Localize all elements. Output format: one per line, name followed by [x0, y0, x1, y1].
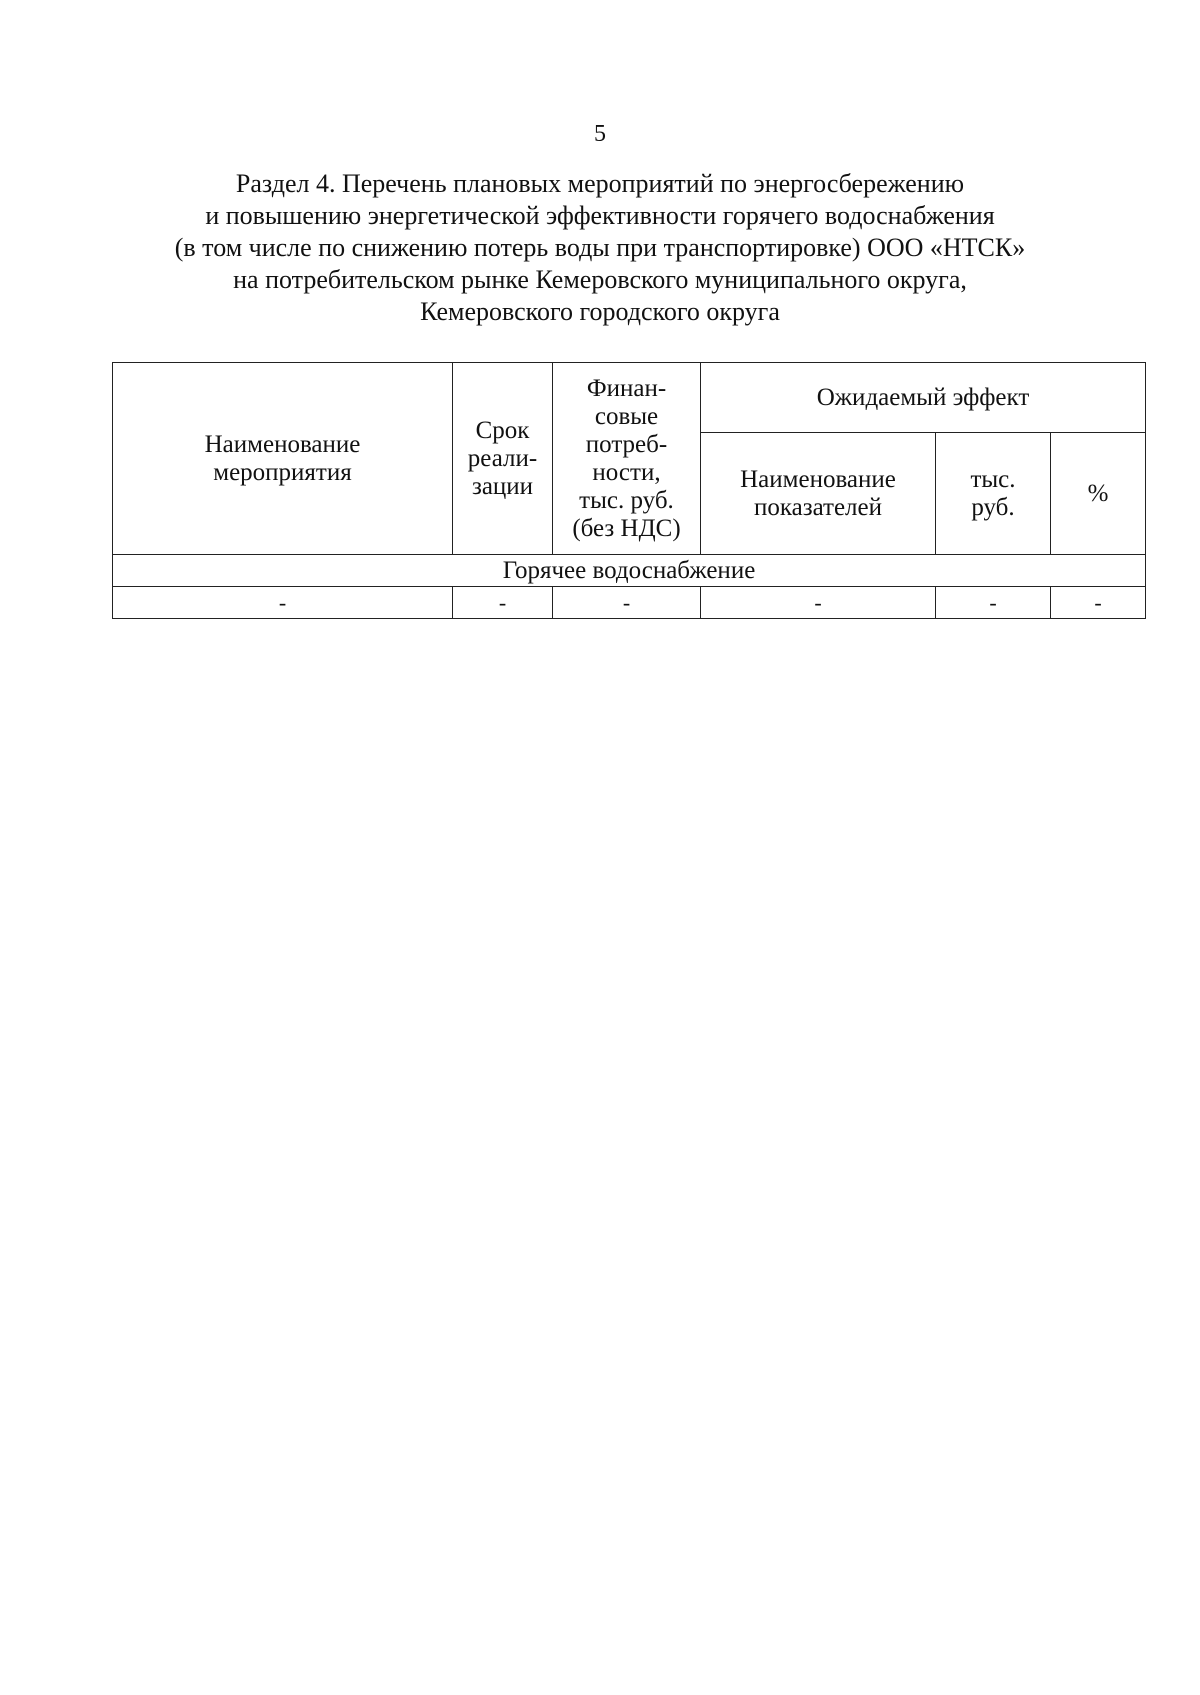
header-finance [553, 363, 701, 555]
header-thousand-line: тыс. [970, 465, 1016, 493]
table-cell: - [701, 587, 936, 619]
header-measure-name-line: мероприятия [213, 458, 352, 486]
header-finance-line: Финан- [586, 374, 667, 402]
header-indicator-name [701, 433, 936, 555]
title-line: на потребительском рынке Кемеровского муниципального округа, [233, 265, 967, 294]
group-label: Горячее водоснабжение [113, 555, 1146, 587]
title-line: Раздел 4. Перечень плановых мероприятий по энергосбережению [235, 169, 965, 198]
header-thousand-line: руб. [971, 493, 1015, 521]
table-cell: - [453, 587, 553, 619]
header-term-line: реали- [467, 444, 538, 472]
table-row [113, 587, 1146, 619]
section-title [100, 168, 1100, 328]
header-finance-line: совые [594, 402, 659, 430]
title-line: и повышению энергетической эффективности горячего водоснабжения [205, 201, 995, 230]
measures-table [112, 362, 1146, 619]
header-measure-name-line: Наименование [204, 430, 361, 458]
header-finance-line: ности, [592, 458, 661, 486]
table-cell: - [553, 587, 701, 619]
header-expected-effect: Ожидаемый эффект [701, 363, 1146, 433]
header-term [453, 363, 553, 555]
header-percent: % [1051, 433, 1146, 555]
table-cell: - [113, 587, 453, 619]
header-term-line: Срок [475, 416, 530, 444]
header-finance-line: потреб- [585, 430, 668, 458]
header-finance-line: тыс. руб. [579, 486, 674, 514]
title-line: Кемеровского городского округа [420, 297, 780, 326]
table-cell: - [1051, 587, 1146, 619]
header-finance-line: (без НДС) [572, 514, 681, 542]
title-line: (в том числе по снижению потерь воды при транспортировке) ООО «НТСК» [174, 233, 1026, 262]
header-indicator-line: показателей [753, 493, 883, 521]
header-thousand-rub [936, 433, 1051, 555]
group-row [113, 555, 1146, 587]
header-indicator-line: Наименование [740, 465, 896, 493]
table-cell: - [936, 587, 1051, 619]
header-term-line: зации [471, 472, 534, 500]
header-measure-name [113, 363, 453, 555]
page-number: 5 [594, 121, 606, 147]
header-row [113, 363, 1146, 433]
